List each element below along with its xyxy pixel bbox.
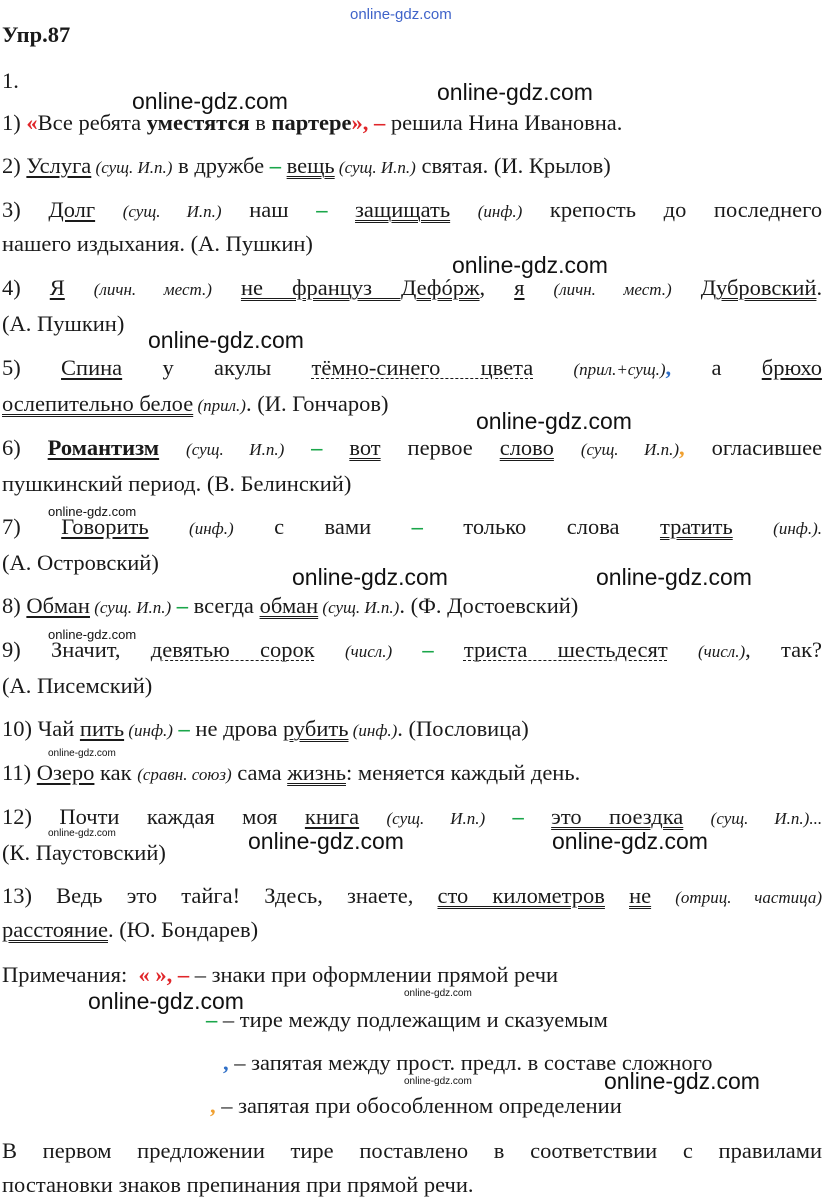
conclusion-line-1: В первом предложении тире поставлено в соответствии с правилами [2, 1138, 822, 1163]
watermark: online-gdz.com [132, 88, 288, 114]
watermark: online-gdz.com [48, 828, 116, 839]
sentence-9-line-2: (А. Писемский) [2, 673, 153, 698]
section-number: 1. [2, 68, 19, 93]
sentence-6-line-2: пушкинский период. (В. Белинский) [2, 471, 352, 496]
sentence-7-line-1: 7) Говорить (инф.) с вами – только слова тратить (инф.). [2, 514, 822, 539]
watermark: online-gdz.com [452, 252, 608, 278]
sentence-6-line-1: 6) Романтизм (сущ. И.п.) – вот первое слово (сущ. И.п.), огласившее [2, 435, 823, 460]
notes-line-2: – – тире между подлежащим и сказуемым [206, 1007, 608, 1032]
sentence-9-line-1: 9) Значит, девятью сорок (числ.) – триста шестьдесят (числ.), так? [2, 637, 822, 662]
sentence-3-line-2: нашего издыхания. (А. Пушкин) [2, 231, 313, 256]
sentence-12-line-1: 12) Почти каждая моя книга (сущ. И.п.) – это поездка (сущ. И.п.)... [2, 804, 823, 829]
sentence-11: 11) Озеро как (сравн. союз) сама жизнь: меняется каждый день. [2, 760, 581, 785]
watermark: online-gdz.com [552, 828, 708, 854]
watermark: online-gdz.com [148, 327, 304, 353]
sentence-13-line-1: 13) Ведь это тайга! Здесь, знаете, сто километров не (отриц. частица) [2, 883, 823, 908]
watermark: online-gdz.com [437, 79, 593, 105]
exercise-title: Упр.87 [2, 22, 71, 47]
sentence-13-line-2: расстояние. (Ю. Бондарев) [2, 917, 259, 942]
sentence-7-line-2: (А. Островский) [2, 550, 159, 575]
notes-label: Примечания: [2, 962, 128, 987]
watermark: online-gdz.com [604, 1068, 760, 1094]
sentence-2: 2) Услуга (сущ. И.п.) в дружбе – вещь (сущ. И.п.) святая. (И. Крылов) [2, 153, 611, 178]
sentence-10: 10) Чай пить (инф.) – не дрова рубить (инф.). (Пословица) [2, 716, 529, 741]
watermark: online-gdz.com [248, 828, 404, 854]
watermark-top: online-gdz.com [350, 6, 452, 23]
sentence-8: 8) Обман (сущ. И.п.) – всегда обман (сущ. И.п.). (Ф. Достоевский) [2, 593, 579, 618]
notes-line-1: Примечания: « », – – знаки при оформлении прямой речи [2, 962, 559, 987]
watermark: online-gdz.com [476, 408, 632, 434]
sentence-1: 1) «Все ребята уместятся в партере», – решила Нина Ивановна. [2, 110, 623, 135]
sentence-4-line-2: (А. Пушкин) [2, 311, 125, 336]
watermark: online-gdz.com [292, 564, 448, 590]
sentence-3-line-1: 3) Долг (сущ. И.п.) наш – защищать (инф.) крепость до последнего [2, 197, 823, 222]
sentence-4-line-1: 4) Я (личн. мест.) не француз Дефóрж, я (личн. мест.) Дубровский. [2, 275, 823, 300]
conclusion-line-2: постановки знаков препинания при прямой речи. [2, 1172, 474, 1197]
sentence-5-line-1: 5) Спина у акулы тёмно-синего цвета (прил.+сущ.), а брюхо [2, 355, 823, 380]
watermark: online-gdz.com [48, 627, 137, 642]
watermark: online-gdz.com [404, 988, 472, 999]
notes-line-3: , – запятая между прост. предл. в составе сложного [223, 1050, 713, 1075]
watermark: online-gdz.com [88, 988, 244, 1014]
watermark: online-gdz.com [404, 1076, 472, 1087]
sentence-5-line-2: ослепительно белое (прил.). (И. Гончаров) [2, 391, 389, 416]
notes-line-4: , – запятая при обособленном определении [210, 1093, 622, 1118]
watermark: online-gdz.com [48, 504, 137, 519]
watermark: online-gdz.com [596, 564, 752, 590]
sentence-12-line-2: (К. Паустовский) [2, 840, 166, 865]
watermark: online-gdz.com [48, 748, 116, 759]
